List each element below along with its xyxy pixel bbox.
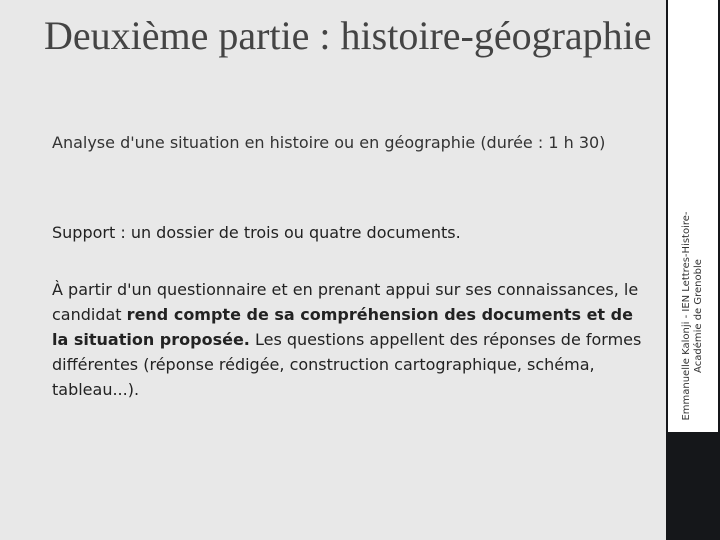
slide-title: Deuxième partie : histoire-géographie [44,13,652,58]
description-paragraph [52,277,652,402]
author-credit: Emmanuelle Kalonji - IEN Lettres-Histoire- Académie de Grenoble [681,211,704,421]
paragraph-intro: À partir d'un questionnaire et en prenant appui sur ses connaissances, le candidat [52,280,639,324]
support-text: Support : un dossier de trois ou quatre documents. [52,223,461,242]
paragraph-emphasis: rend compte de sa compréhension des documents et de la situation proposée. [52,305,633,349]
slide-subtitle: Analyse d'une situation en histoire ou en géographie (durée : 1 h 30) [52,133,606,152]
paragraph-rest: Les questions appellent des réponses de formes différentes (réponse rédigée, construction cartographique, schéma, tableau...). [52,330,642,399]
slide-body [52,220,652,402]
